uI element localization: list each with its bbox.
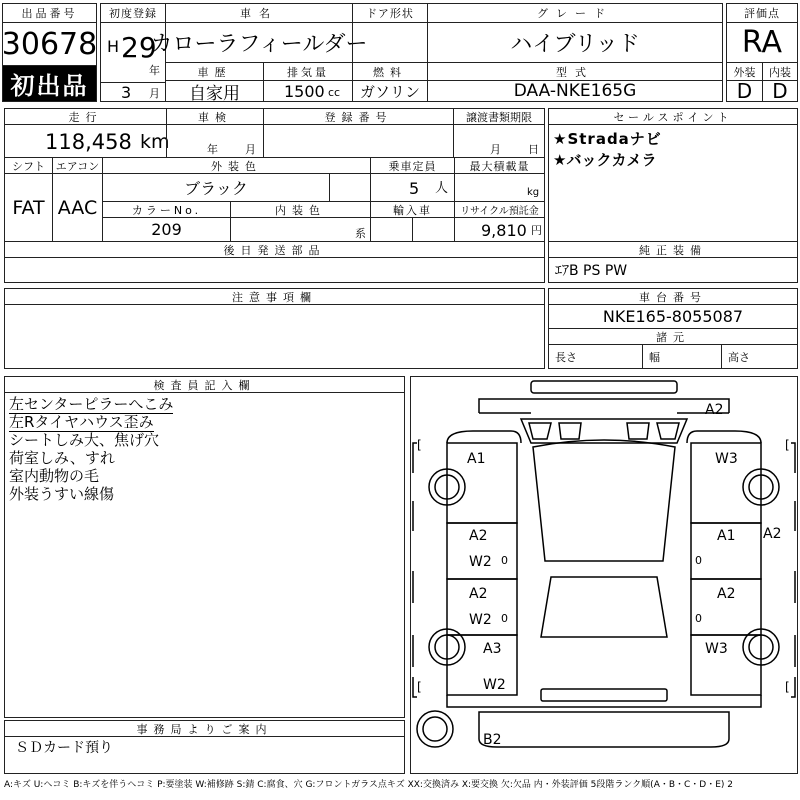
damage-rf-fender: W3 [715, 451, 738, 467]
max-load-cell [454, 173, 545, 202]
color-extra [329, 173, 371, 202]
inspection-cell [166, 124, 264, 158]
registration-month: 3 [121, 83, 132, 102]
registration-month-unit: 月 [149, 87, 160, 100]
plate [263, 124, 454, 158]
shift: FAT [4, 173, 53, 242]
svg-text:[: [ [785, 680, 790, 694]
inspector-line-5: 室内動物の毛 [9, 467, 100, 485]
mileage: 118,458 [45, 130, 132, 154]
damage-lf-fender: A1 [467, 451, 486, 467]
equipment-label: 純正装備 [548, 241, 798, 258]
car-diagram [410, 376, 798, 774]
exterior-score: D [726, 80, 763, 102]
transfer-label: 譲渡書類期限 [453, 108, 545, 125]
car-name-label: 車名 [165, 3, 353, 23]
parts [4, 257, 545, 283]
chassis-label: 車台番号 [548, 288, 798, 305]
capacity: 5 [409, 179, 420, 198]
office-note: ＳＤカード預り [15, 740, 113, 756]
car-outline-svg [411, 377, 797, 773]
length-label: 長さ [548, 344, 643, 369]
plate-label: 登録番号 [263, 108, 454, 125]
recycle-label: リサイクル預託金 [454, 201, 545, 218]
recycle-cell [454, 217, 545, 242]
legend: A:キズ U:ヘコミ B:キズを伴うヘコミ P:要塗装 W:補修跡 S:錆 C:腐食、穴 G:フロントガラス点キズ XX:交換済み X:要交換 欠:欠品 内・外装評価 5段階ランク順(A・B・C・D・E) 2 [4, 780, 734, 790]
transfer-day-unit: 日 [528, 143, 539, 156]
damage-lr-door-2: W2 [469, 612, 492, 628]
damage-zero-2: 0 [501, 612, 508, 625]
door-label: ドア形状 [352, 3, 428, 23]
color-label: 外装色 [102, 157, 371, 174]
sales-points-panel [548, 124, 798, 242]
dims-label: 諸元 [548, 328, 798, 345]
transfer-cell [453, 124, 545, 158]
registration-year: 29 [121, 31, 157, 64]
damage-l-rocker: W2 [483, 677, 506, 693]
damage-zero-4: 0 [695, 612, 702, 625]
max-load-label: 最大積載量 [454, 157, 545, 174]
transfer-month-unit: 月 [490, 143, 501, 156]
inspection-year-unit: 年 [207, 143, 218, 156]
capacity-cell [370, 173, 455, 202]
fuel-label: 燃料 [352, 62, 428, 81]
svg-text:[: [ [417, 680, 422, 694]
inspection-label: 車検 [166, 108, 264, 125]
score-label: 評価点 [726, 3, 798, 23]
grade: ハイブリッド [427, 22, 723, 63]
interior-color-label: 内装色 [230, 201, 371, 218]
sales-point-1: ★Stradaナビ [553, 130, 662, 148]
model: DAA-NKE165G [427, 80, 723, 102]
registration-label: 初度登録 [100, 3, 166, 23]
damage-rr-door: A2 [717, 586, 736, 602]
damage-rear: B2 [483, 732, 502, 748]
damage-lf-door-2: W2 [469, 554, 492, 570]
history-label: 車歴 [165, 62, 264, 81]
first-listing-badge: 初出品 [2, 65, 97, 102]
damage-zero-1: 0 [501, 554, 508, 567]
displacement-label: 排気量 [263, 62, 353, 81]
chassis: NKE165-8055087 [548, 304, 798, 329]
lot-number-label: 出品番号 [2, 3, 97, 23]
notes [4, 304, 545, 369]
fuel: ガソリン [352, 80, 428, 102]
equipment: ｴｱB PS PW [548, 257, 798, 283]
grade-label: グレード [427, 3, 723, 23]
recycle: 9,810 [481, 221, 527, 240]
car-name: カローラフィールダー [165, 22, 353, 63]
damage-lr-quarter: A3 [483, 641, 502, 657]
mileage-unit: km [140, 131, 170, 153]
history: 自家用 [165, 80, 264, 102]
registration-month-cell [100, 82, 166, 102]
damage-front: A2 [705, 402, 724, 418]
aircon: AAC [52, 173, 103, 242]
aircon-label: エアコン [52, 157, 103, 174]
damage-right-side: A2 [763, 526, 782, 542]
damage-lf-door: A2 [469, 528, 488, 544]
inspector-line-1: 左センターピラーへこみ [9, 395, 174, 413]
max-load-unit: kg [527, 187, 540, 198]
sales-points-label: セールスポイント [548, 108, 798, 125]
registration-year-unit: 年 [149, 64, 160, 77]
registration-era: H [107, 37, 120, 56]
interior-label: 内装 [762, 62, 798, 81]
color-code-label: カラーNo. [102, 201, 231, 218]
import-label: 輸入車 [370, 201, 455, 218]
height-label: 高さ [721, 344, 798, 369]
interior-score: D [762, 80, 798, 102]
office-panel [4, 736, 405, 774]
width-label: 幅 [642, 344, 722, 369]
import-cell-2 [412, 217, 455, 242]
capacity-unit: 人 [435, 181, 449, 196]
door-value [352, 22, 428, 63]
sales-point-2: ★バックカメラ [553, 151, 657, 169]
inspector-line-2: 左Rタイヤハウス歪み [9, 413, 154, 431]
parts-label: 後日発送部品 [4, 241, 545, 258]
lot-number: 30678 [2, 22, 97, 66]
inspector-line-3: シートしみ大、焦げ穴 [9, 431, 160, 449]
inspector-panel [4, 392, 405, 718]
interior-color-cell [230, 217, 371, 242]
model-label: 型式 [427, 62, 723, 81]
svg-text:[: [ [785, 438, 790, 452]
capacity-label: 乗車定員 [370, 157, 455, 174]
mileage-label: 走行 [4, 108, 167, 125]
damage-rr-quarter: W3 [705, 641, 728, 657]
interior-color-unit: 系 [355, 227, 366, 240]
recycle-unit: 円 [531, 224, 542, 237]
damage-zero-3: 0 [695, 554, 702, 567]
inspector-line-6: 外装うすい線傷 [9, 485, 115, 503]
color-code: 209 [102, 217, 231, 242]
office-label: 事務局よりご案内 [4, 720, 405, 737]
exterior-label: 外装 [726, 62, 763, 81]
mileage-cell [4, 124, 170, 158]
damage-rf-door: A1 [717, 528, 736, 544]
displacement-unit: cc [328, 86, 341, 99]
shift-label: シフト [4, 157, 53, 174]
svg-text:[: [ [417, 438, 422, 452]
displacement: 1500 [284, 82, 325, 101]
notes-label: 注意事項欄 [4, 288, 545, 305]
import-cell-1 [370, 217, 413, 242]
inspector-line-4: 荷室しみ、すれ [9, 449, 115, 467]
inspection-month-unit: 月 [245, 143, 256, 156]
displacement-cell [263, 80, 353, 102]
damage-lr-door: A2 [469, 586, 488, 602]
inspector-label: 検査員記入欄 [4, 376, 405, 393]
score: RA [726, 22, 798, 63]
color: ブラック [102, 173, 330, 202]
